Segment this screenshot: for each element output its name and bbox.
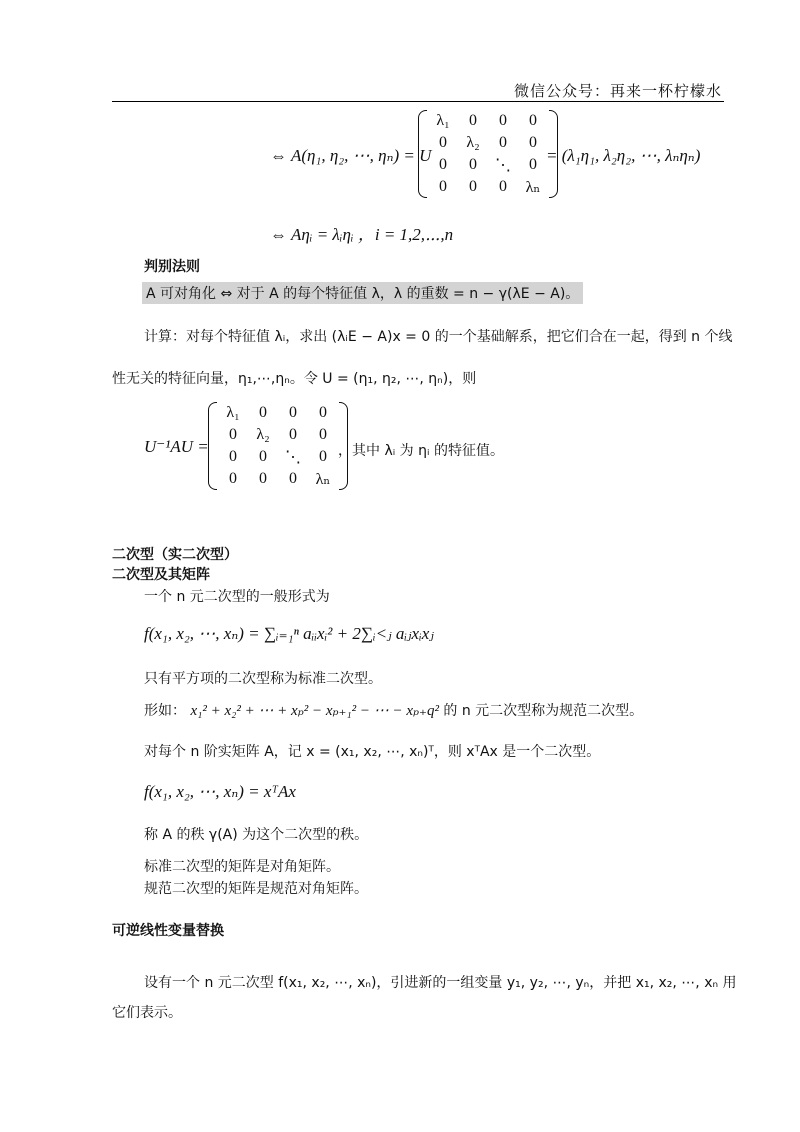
header-divider xyxy=(112,101,724,102)
matrix-cell: 0 xyxy=(499,134,507,151)
matrix-cell: 0 xyxy=(289,404,297,421)
matrix-row xyxy=(218,402,338,424)
equation-1-lhs: ⇔ A(η₁, η₂, ⋯, ηₙ) = U xyxy=(270,146,432,165)
matrix-row xyxy=(428,132,548,154)
matrix-row xyxy=(428,176,548,198)
quadratic-intro: 一个 n 元二次型的一般形式为 xyxy=(144,589,330,605)
matrix-cell: 0 xyxy=(469,112,477,129)
compute-line-1: 计算：对每个特征值 λᵢ，求出 (λᵢE − A)x = 0 的一个基础解系，把它们合在一起，得到 n 个线 xyxy=(144,329,733,345)
matrix-cell: 0 xyxy=(229,470,237,487)
standard-matrix-line: 标准二次型的矩阵是对角矩阵。 xyxy=(144,859,340,875)
matrix-cell: 0 xyxy=(319,426,327,443)
canonical-prefix: 形如： xyxy=(144,703,186,719)
general-form: f(x₁, x₂, ⋯, xₙ) = ∑ᵢ₌₁ⁿ aᵢᵢxᵢ² + 2∑ᵢ<ⱼ aᵢⱼxᵢxⱼ xyxy=(144,624,434,643)
matrix-row xyxy=(218,446,338,468)
matrix-cell: λ₂ xyxy=(466,134,480,151)
matrix-cell: 0 xyxy=(469,156,477,173)
header-title: 微信公众号：再来一杯柠檬水 xyxy=(513,82,722,100)
canonical-expression: x₁² + x₂² + ⋯ + xₚ² − xₚ₊₁² − ⋯ − xₚ₊q² xyxy=(190,703,439,719)
matrix-cell: 0 xyxy=(529,134,537,151)
matrix-cell: λₙ xyxy=(315,471,331,488)
quadratic-subheading: 二次型及其矩阵 xyxy=(112,567,210,583)
compute-after: ，其中 λᵢ 为 ηᵢ 的特征值。 xyxy=(338,443,504,459)
canonical-line xyxy=(144,700,643,720)
matrix-form: f(x₁, x₂, ⋯, xₙ) = xᵀAx xyxy=(144,782,296,801)
quadratic-section-heading: 二次型（实二次型） xyxy=(112,547,238,563)
matrix-table xyxy=(218,402,338,490)
criterion-heading: 判别法则 xyxy=(144,259,200,275)
matrix-cell: 0 xyxy=(529,112,537,129)
matrix-cell: 0 xyxy=(439,178,447,195)
matrix-cell: 0 xyxy=(259,470,267,487)
matrix-row xyxy=(218,424,338,446)
matrix-row xyxy=(218,468,338,490)
diagonal-matrix-2 xyxy=(218,402,338,490)
matrix-cell: 0 xyxy=(319,448,327,465)
substitution-line-1: 设有一个 n 元二次型 f(x₁, x₂, ⋯, xₙ)，引进新的一组变量 y₁, y₂, ⋯, yₙ，并把 x₁, x₂, ⋯, xₙ 用 xyxy=(144,975,737,991)
matrix-cell: 0 xyxy=(439,134,447,151)
matrix-cell: 0 xyxy=(229,448,237,465)
matrix-cell: λ₁ xyxy=(436,112,450,129)
matrix-cell: 0 xyxy=(499,112,507,129)
compute-lhs: U⁻¹AU = xyxy=(144,437,209,456)
equation-2: ⇔ Aηᵢ = λᵢηᵢ ，i = 1,2,⋯,n xyxy=(270,225,454,244)
left-paren xyxy=(418,110,427,198)
matrix-cell: λ₁ xyxy=(226,404,240,421)
matrix-definition: 对每个 n 阶实矩阵 A，记 x = (x₁, x₂, ⋯, xₙ)ᵀ，则 xᵀAx 是一个二次型。 xyxy=(144,744,601,760)
criterion-statement: A 可对角化 ⇔ 对于 A 的每个特征值 λ，λ 的重数 = n − γ(λE − A)。 xyxy=(142,282,583,304)
compute-line-2: 性无关的特征向量，η₁,⋯,ηₙ。令 U = (η₁, η₂, ⋯, ηₙ)，则 xyxy=(112,371,477,387)
matrix-cell: 0 xyxy=(229,426,237,443)
matrix-cell: 0 xyxy=(289,470,297,487)
matrix-cell: 0 xyxy=(529,156,537,173)
rank-line: 称 A 的秩 γ(A) 为这个二次型的秩。 xyxy=(144,827,369,843)
matrix-cell: 0 xyxy=(469,178,477,195)
matrix-cell: 0 xyxy=(319,404,327,421)
matrix-cell: 0 xyxy=(289,426,297,443)
canonical-suffix: 的 n 元二次型称为规范二次型。 xyxy=(443,703,644,719)
matrix-cell: 0 xyxy=(439,156,447,173)
matrix-table xyxy=(428,110,548,198)
standard-definition: 只有平方项的二次型称为标准二次型。 xyxy=(144,671,382,687)
diagonal-matrix-1 xyxy=(428,110,548,198)
matrix-row xyxy=(428,110,548,132)
matrix-row xyxy=(428,154,548,176)
substitution-line-2: 它们表示。 xyxy=(112,1005,182,1021)
matrix-cell: 0 xyxy=(259,404,267,421)
matrix-cell: λ₂ xyxy=(256,426,270,443)
matrix-cell: ⋱ xyxy=(495,157,511,174)
matrix-cell: 0 xyxy=(499,178,507,195)
equation-1-rhs: = (λ₁η₁, λ₂η₂, ⋯, λₙηₙ) xyxy=(546,146,701,165)
matrix-cell: λₙ xyxy=(525,179,541,196)
left-paren xyxy=(208,402,217,490)
matrix-cell: 0 xyxy=(259,448,267,465)
canonical-matrix-line: 规范二次型的矩阵是规范对角矩阵。 xyxy=(144,881,368,897)
substitution-heading: 可逆线性变量替换 xyxy=(112,923,224,939)
matrix-cell: ⋱ xyxy=(285,449,301,466)
